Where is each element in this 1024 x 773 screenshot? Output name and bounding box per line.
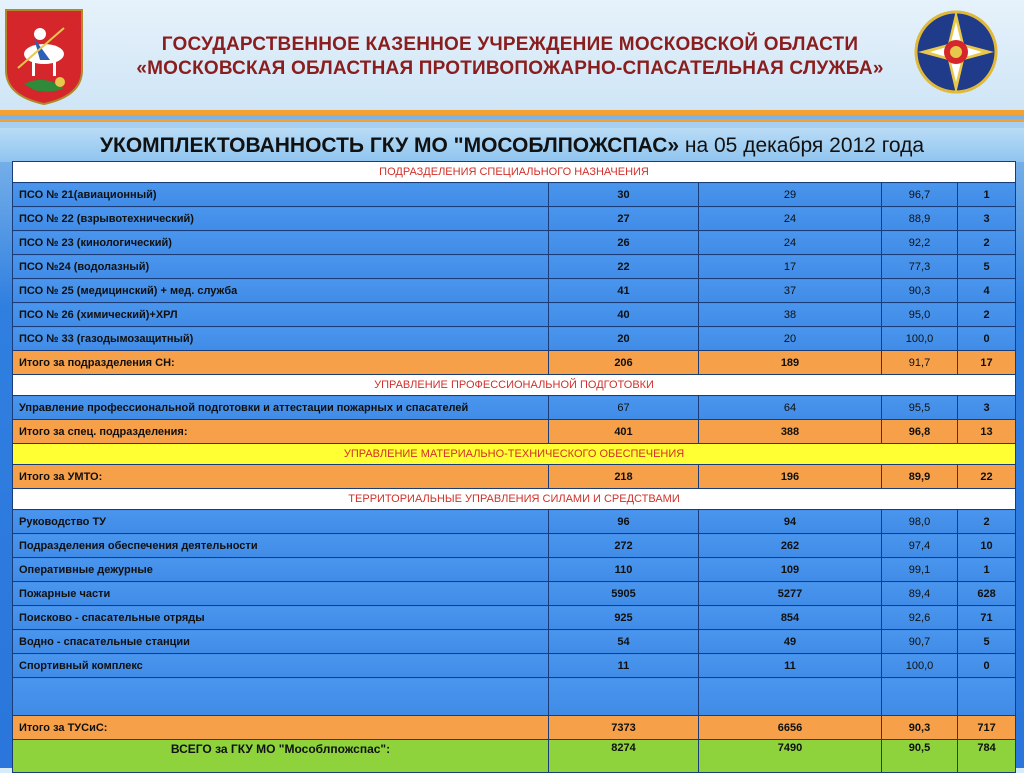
empty-row bbox=[13, 678, 1016, 716]
staff-percent: 99,1 bbox=[882, 558, 958, 582]
staff-percent: 90,3 bbox=[882, 716, 958, 740]
unit-name: Управление профессиональной подготовки и аттестации пожарных и спасателей bbox=[13, 396, 549, 420]
staff-planned: 401 bbox=[549, 420, 699, 444]
staff-planned: 41 bbox=[549, 279, 699, 303]
staff-actual: 64 bbox=[699, 396, 882, 420]
staff-planned: 8274 bbox=[549, 740, 699, 773]
table-row bbox=[13, 303, 1016, 327]
staff-actual: 49 bbox=[699, 630, 882, 654]
staff-percent: 88,9 bbox=[882, 207, 958, 231]
unit-name: Подразделения обеспечения деятельности bbox=[13, 534, 549, 558]
staff-vacancies: 2 bbox=[958, 231, 1016, 255]
staff-planned: 96 bbox=[549, 510, 699, 534]
staff-vacancies: 1 bbox=[958, 558, 1016, 582]
staff-actual: 94 bbox=[699, 510, 882, 534]
staff-actual: 24 bbox=[699, 231, 882, 255]
staff-planned: 22 bbox=[549, 255, 699, 279]
table-row bbox=[13, 582, 1016, 606]
table-row bbox=[13, 396, 1016, 420]
staff-actual: 6656 bbox=[699, 716, 882, 740]
staff-vacancies: 2 bbox=[958, 510, 1016, 534]
unit-name: Водно - спасательные станции bbox=[13, 630, 549, 654]
table-row bbox=[13, 606, 1016, 630]
table-row bbox=[13, 207, 1016, 231]
subtotal-row bbox=[13, 420, 1016, 444]
unit-name: Итого за УМТО: bbox=[13, 465, 549, 489]
staff-percent: 92,6 bbox=[882, 606, 958, 630]
staff-percent: 98,0 bbox=[882, 510, 958, 534]
staff-actual: 189 bbox=[699, 351, 882, 375]
staff-percent: 97,4 bbox=[882, 534, 958, 558]
staff-actual: 388 bbox=[699, 420, 882, 444]
table-row bbox=[13, 510, 1016, 534]
staffing-table bbox=[12, 161, 1015, 773]
section-header: УПРАВЛЕНИЕ МАТЕРИАЛЬНО-ТЕХНИЧЕСКОГО ОБЕСПЕЧЕНИЯ bbox=[13, 444, 1016, 465]
staff-planned: 26 bbox=[549, 231, 699, 255]
unit-name: Руководство ТУ bbox=[13, 510, 549, 534]
staff-percent: 95,5 bbox=[882, 396, 958, 420]
staff-percent: 90,5 bbox=[882, 740, 958, 773]
staff-percent: 90,7 bbox=[882, 630, 958, 654]
staff-vacancies: 717 bbox=[958, 716, 1016, 740]
staff-vacancies: 22 bbox=[958, 465, 1016, 489]
staff-actual: 854 bbox=[699, 606, 882, 630]
unit-name: Итого за подразделения СН: bbox=[13, 351, 549, 375]
unit-name: ПСО № 21(авиационный) bbox=[13, 183, 549, 207]
staff-percent: 100,0 bbox=[882, 327, 958, 351]
page-title bbox=[0, 134, 1024, 158]
staff-planned: 925 bbox=[549, 606, 699, 630]
staff-planned: 67 bbox=[549, 396, 699, 420]
staff-vacancies: 3 bbox=[958, 207, 1016, 231]
staff-planned: 20 bbox=[549, 327, 699, 351]
staff-actual: 29 bbox=[699, 183, 882, 207]
staff-percent: 92,2 bbox=[882, 231, 958, 255]
staff-percent: 77,3 bbox=[882, 255, 958, 279]
table-row bbox=[13, 255, 1016, 279]
staff-planned: 54 bbox=[549, 630, 699, 654]
staff-vacancies: 1 bbox=[958, 183, 1016, 207]
staff-planned: 30 bbox=[549, 183, 699, 207]
staff-planned: 206 bbox=[549, 351, 699, 375]
unit-name: Спортивный комплекс bbox=[13, 654, 549, 678]
staff-vacancies: 0 bbox=[958, 654, 1016, 678]
table-row bbox=[13, 558, 1016, 582]
staff-percent: 90,3 bbox=[882, 279, 958, 303]
staff-actual: 11 bbox=[699, 654, 882, 678]
section-header: ПОДРАЗДЕЛЕНИЯ СПЕЦИАЛЬНОГО НАЗНАЧЕНИЯ bbox=[13, 162, 1016, 183]
staff-percent: 89,9 bbox=[882, 465, 958, 489]
staff-planned: 7373 bbox=[549, 716, 699, 740]
table-row bbox=[13, 327, 1016, 351]
header-line-1: ГОСУДАРСТВЕННОЕ КАЗЕННОЕ УЧРЕЖДЕНИЕ МОСКОВСКОЙ ОБЛАСТИ bbox=[161, 34, 859, 55]
title-date: на 05 декабря 2012 года bbox=[679, 134, 925, 157]
staff-percent: 89,4 bbox=[882, 582, 958, 606]
staff-planned: 11 bbox=[549, 654, 699, 678]
staff-vacancies: 2 bbox=[958, 303, 1016, 327]
table-row bbox=[13, 534, 1016, 558]
unit-name: ВСЕГО за ГКУ МО "Мособлпожспас": bbox=[13, 740, 549, 773]
staff-vacancies: 3 bbox=[958, 396, 1016, 420]
staff-actual: 20 bbox=[699, 327, 882, 351]
staff-percent: 95,0 bbox=[882, 303, 958, 327]
staff-actual: 196 bbox=[699, 465, 882, 489]
staff-planned: 40 bbox=[549, 303, 699, 327]
subtotal-row bbox=[13, 465, 1016, 489]
table-row bbox=[13, 183, 1016, 207]
table-row bbox=[13, 630, 1016, 654]
unit-name: Поисково - спасательные отряды bbox=[13, 606, 549, 630]
staff-vacancies: 5 bbox=[958, 255, 1016, 279]
staff-actual: 38 bbox=[699, 303, 882, 327]
unit-name: Оперативные дежурные bbox=[13, 558, 549, 582]
fire-rescue-service-emblem-icon bbox=[912, 0, 1000, 104]
staff-vacancies: 784 bbox=[958, 740, 1016, 773]
subtotal-row bbox=[13, 351, 1016, 375]
unit-name: ПСО № 23 (кинологический) bbox=[13, 231, 549, 255]
table-row bbox=[13, 231, 1016, 255]
staff-vacancies: 17 bbox=[958, 351, 1016, 375]
unit-name: ПСО № 22 (взрывотехнический) bbox=[13, 207, 549, 231]
staff-percent: 100,0 bbox=[882, 654, 958, 678]
staff-planned: 110 bbox=[549, 558, 699, 582]
staff-actual: 5277 bbox=[699, 582, 882, 606]
unit-name: ПСО №24 (водолазный) bbox=[13, 255, 549, 279]
staff-planned: 27 bbox=[549, 207, 699, 231]
staff-actual: 37 bbox=[699, 279, 882, 303]
staff-percent: 91,7 bbox=[882, 351, 958, 375]
section-header: УПРАВЛЕНИЕ ПРОФЕССИОНАЛЬНОЙ ПОДГОТОВКИ bbox=[13, 375, 1016, 396]
unit-name: Итого за ТУСиС: bbox=[13, 716, 549, 740]
staff-planned: 5905 bbox=[549, 582, 699, 606]
staff-planned: 218 bbox=[549, 465, 699, 489]
unit-name: Итого за спец. подразделения: bbox=[13, 420, 549, 444]
unit-name: ПСО № 25 (медицинский) + мед. служба bbox=[13, 279, 549, 303]
staff-vacancies: 10 bbox=[958, 534, 1016, 558]
staff-actual: 109 bbox=[699, 558, 882, 582]
staff-vacancies: 5 bbox=[958, 630, 1016, 654]
subtotal-row bbox=[13, 716, 1016, 740]
staff-actual: 24 bbox=[699, 207, 882, 231]
moscow-oblast-coat-of-arms-icon bbox=[4, 8, 84, 106]
staff-percent: 96,7 bbox=[882, 183, 958, 207]
staff-actual: 17 bbox=[699, 255, 882, 279]
staff-vacancies: 0 bbox=[958, 327, 1016, 351]
staff-vacancies: 628 bbox=[958, 582, 1016, 606]
unit-name: ПСО № 33 (газодымозащитный) bbox=[13, 327, 549, 351]
header-line-2: «МОСКОВСКАЯ ОБЛАСТНАЯ ПРОТИВОПОЖАРНО-СПАСАТЕЛЬНАЯ СЛУЖБА» bbox=[136, 58, 884, 79]
staff-vacancies: 13 bbox=[958, 420, 1016, 444]
table-row bbox=[13, 279, 1016, 303]
staff-vacancies: 71 bbox=[958, 606, 1016, 630]
title-bold: УКОМПЛЕКТОВАННОСТЬ ГКУ МО "МОСОБЛПОЖСПАС» bbox=[99, 134, 680, 157]
staff-vacancies: 4 bbox=[958, 279, 1016, 303]
table-row bbox=[13, 654, 1016, 678]
unit-name: ПСО № 26 (химический)+ХРЛ bbox=[13, 303, 549, 327]
staff-actual: 262 bbox=[699, 534, 882, 558]
section-header: ТЕРРИТОРИАЛЬНЫЕ УПРАВЛЕНИЯ СИЛАМИ И СРЕДСТВАМИ bbox=[13, 489, 1016, 510]
unit-name: Пожарные части bbox=[13, 582, 549, 606]
staff-planned: 272 bbox=[549, 534, 699, 558]
staff-actual: 7490 bbox=[699, 740, 882, 773]
staff-percent: 96,8 bbox=[882, 420, 958, 444]
